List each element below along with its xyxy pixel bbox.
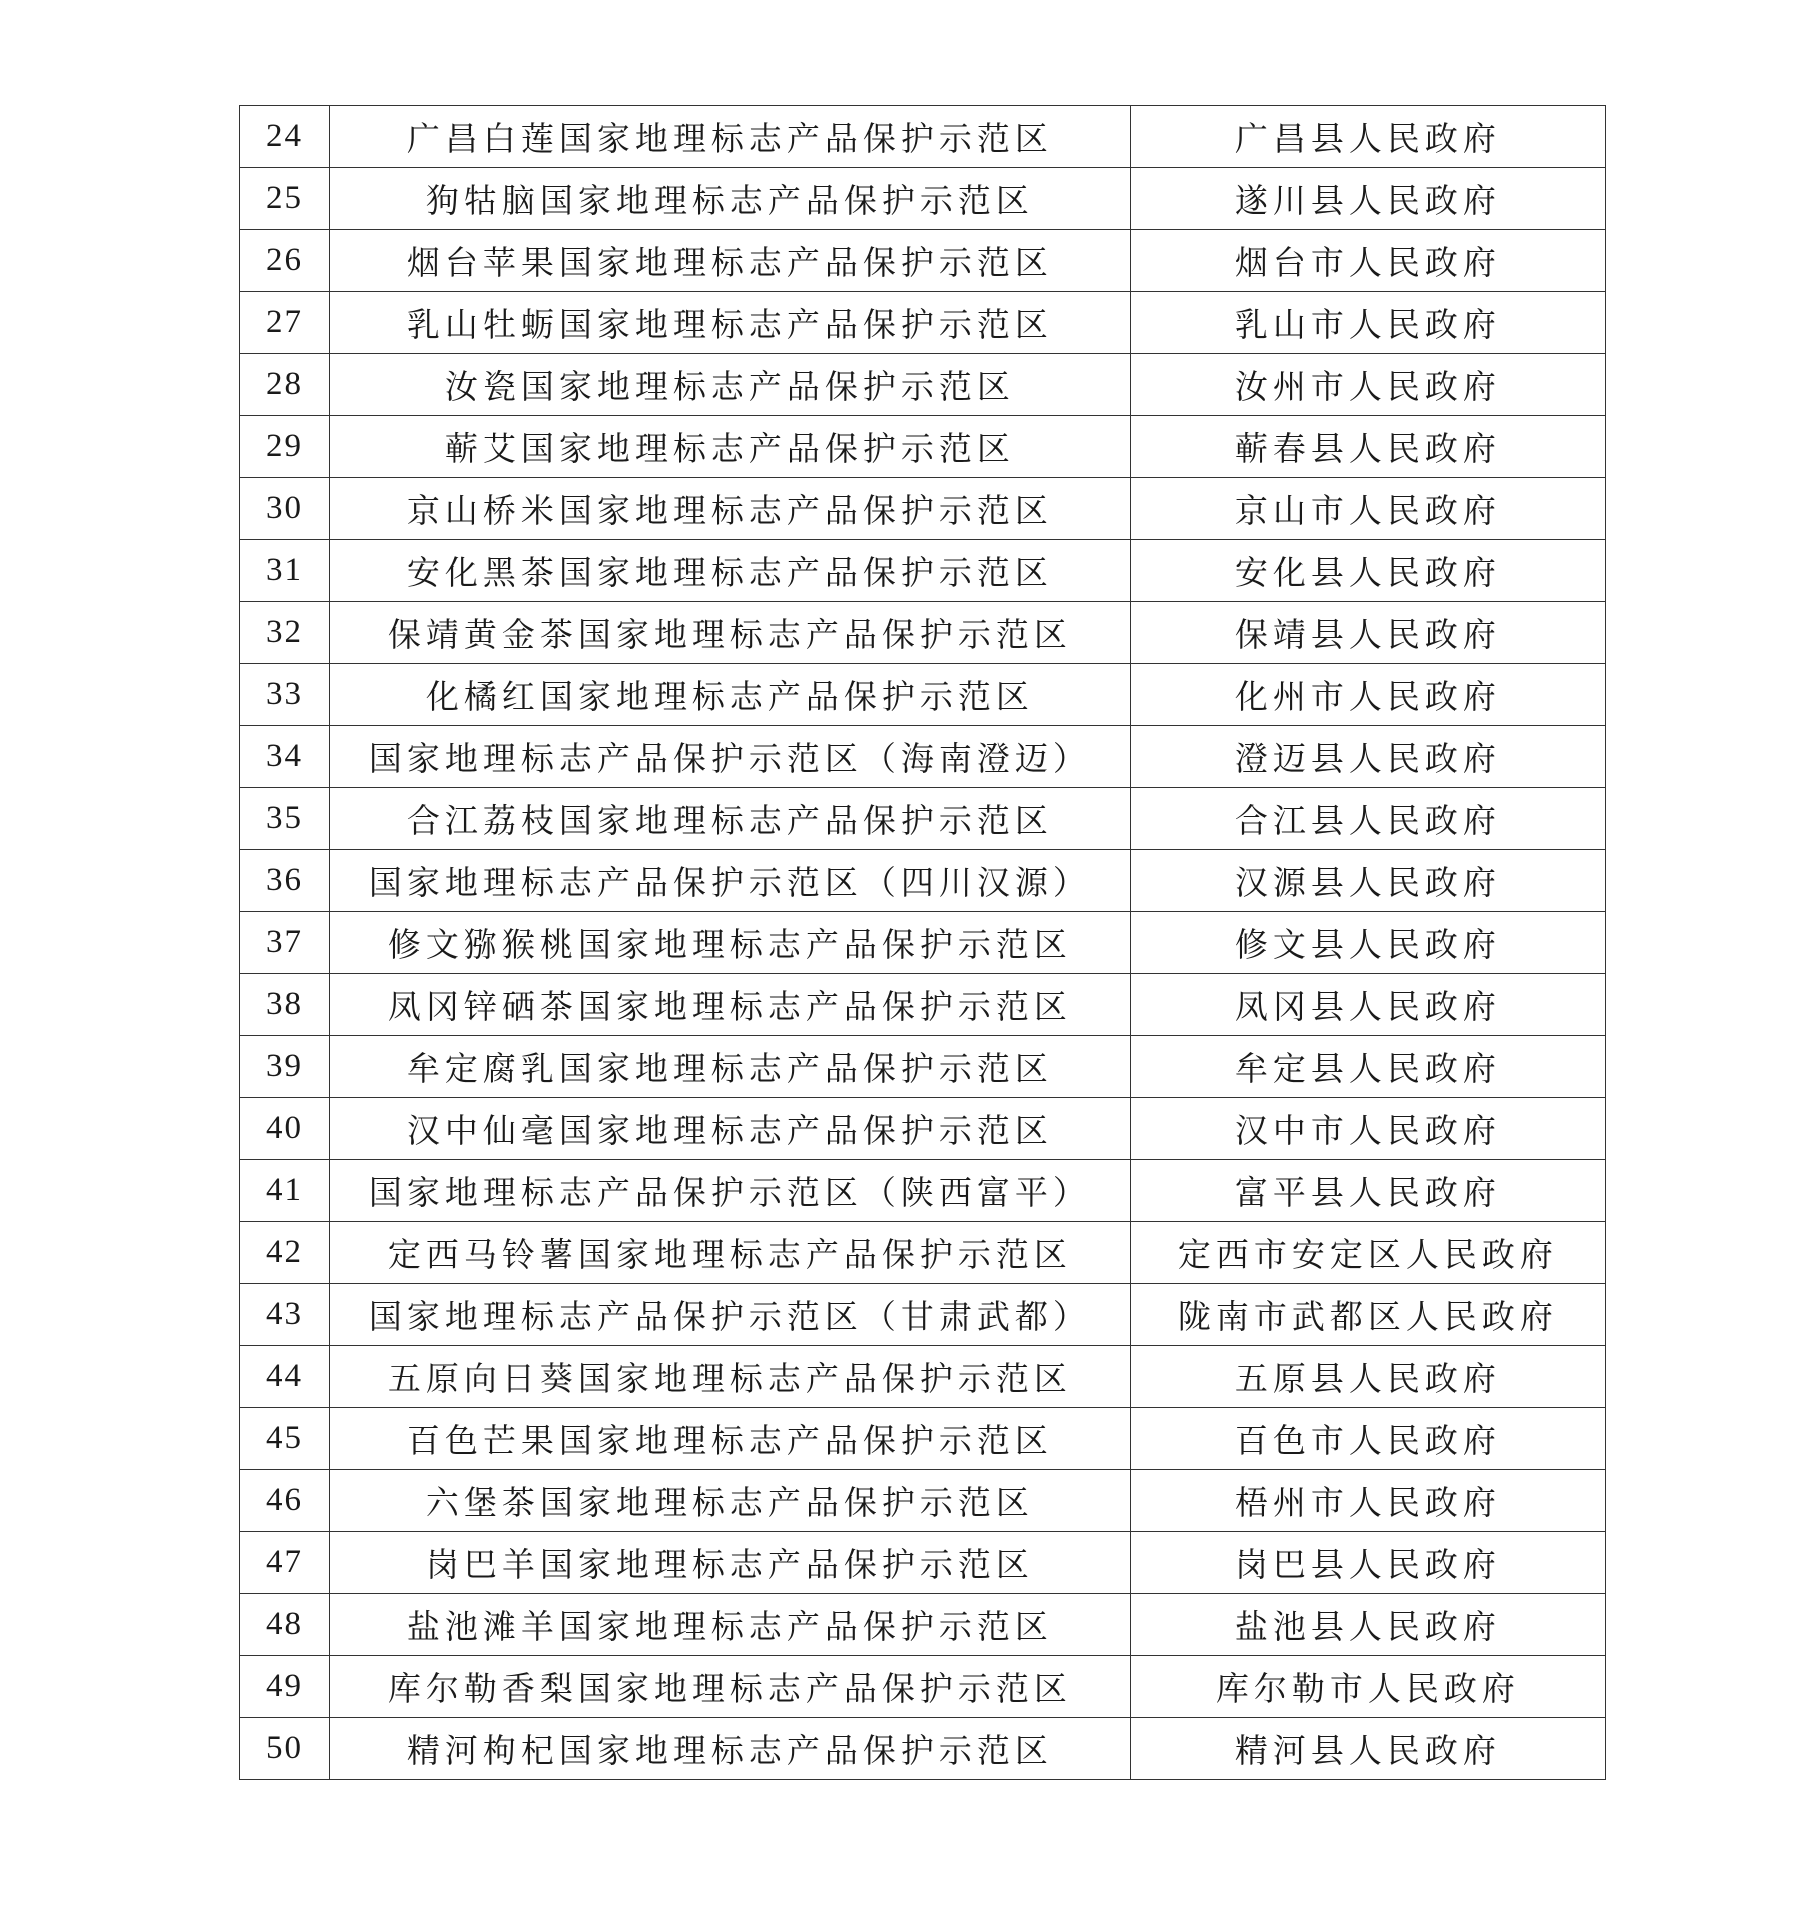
table-row: [240, 1594, 1606, 1656]
row-number-cell: 37: [240, 912, 330, 974]
government-cell: 定西市安定区人民政府: [1130, 1222, 1605, 1284]
government-cell: 汉源县人民政府: [1130, 850, 1605, 912]
row-number-cell: 50: [240, 1718, 330, 1780]
row-number-cell: 39: [240, 1036, 330, 1098]
zone-name-cell: 广昌白莲国家地理标志产品保护示范区: [330, 106, 1131, 168]
table-row: [240, 230, 1606, 292]
zone-name-cell: 定西马铃薯国家地理标志产品保护示范区: [330, 1222, 1131, 1284]
zone-name-cell: 修文猕猴桃国家地理标志产品保护示范区: [330, 912, 1131, 974]
government-cell: 汉中市人民政府: [1130, 1098, 1605, 1160]
row-number-cell: 28: [240, 354, 330, 416]
zone-name-cell: 精河枸杞国家地理标志产品保护示范区: [330, 1718, 1131, 1780]
table-row: [240, 1718, 1606, 1780]
row-number-cell: 40: [240, 1098, 330, 1160]
government-cell: 岗巴县人民政府: [1130, 1532, 1605, 1594]
zone-name-cell: 百色芒果国家地理标志产品保护示范区: [330, 1408, 1131, 1470]
table-row: [240, 1036, 1606, 1098]
zone-name-cell: 六堡茶国家地理标志产品保护示范区: [330, 1470, 1131, 1532]
row-number-cell: 25: [240, 168, 330, 230]
table-row: [240, 1098, 1606, 1160]
zone-name-cell: 牟定腐乳国家地理标志产品保护示范区: [330, 1036, 1131, 1098]
government-cell: 汝州市人民政府: [1130, 354, 1605, 416]
government-cell: 京山市人民政府: [1130, 478, 1605, 540]
table-row: [240, 416, 1606, 478]
row-number-cell: 45: [240, 1408, 330, 1470]
row-number-cell: 24: [240, 106, 330, 168]
row-number-cell: 44: [240, 1346, 330, 1408]
row-number-cell: 46: [240, 1470, 330, 1532]
government-cell: 盐池县人民政府: [1130, 1594, 1605, 1656]
row-number-cell: 34: [240, 726, 330, 788]
government-cell: 牟定县人民政府: [1130, 1036, 1605, 1098]
row-number-cell: 30: [240, 478, 330, 540]
zone-name-cell: 蕲艾国家地理标志产品保护示范区: [330, 416, 1131, 478]
zone-name-cell: 岗巴羊国家地理标志产品保护示范区: [330, 1532, 1131, 1594]
government-cell: 百色市人民政府: [1130, 1408, 1605, 1470]
government-cell: 保靖县人民政府: [1130, 602, 1605, 664]
government-cell: 陇南市武都区人民政府: [1130, 1284, 1605, 1346]
government-cell: 合江县人民政府: [1130, 788, 1605, 850]
table-row: [240, 168, 1606, 230]
table-row: [240, 1532, 1606, 1594]
table-row: [240, 664, 1606, 726]
row-number-cell: 41: [240, 1160, 330, 1222]
table-row: [240, 788, 1606, 850]
zone-name-cell: 乳山牡蛎国家地理标志产品保护示范区: [330, 292, 1131, 354]
table-row: [240, 1470, 1606, 1532]
zone-name-cell: 凤冈锌硒茶国家地理标志产品保护示范区: [330, 974, 1131, 1036]
row-number-cell: 29: [240, 416, 330, 478]
government-cell: 库尔勒市人民政府: [1130, 1656, 1605, 1718]
zone-name-cell: 京山桥米国家地理标志产品保护示范区: [330, 478, 1131, 540]
row-number-cell: 38: [240, 974, 330, 1036]
zone-name-cell: 国家地理标志产品保护示范区（海南澄迈）: [330, 726, 1131, 788]
zone-name-cell: 盐池滩羊国家地理标志产品保护示范区: [330, 1594, 1131, 1656]
zone-name-cell: 汝瓷国家地理标志产品保护示范区: [330, 354, 1131, 416]
zone-name-cell: 五原向日葵国家地理标志产品保护示范区: [330, 1346, 1131, 1408]
government-cell: 凤冈县人民政府: [1130, 974, 1605, 1036]
row-number-cell: 31: [240, 540, 330, 602]
table-row: [240, 602, 1606, 664]
government-cell: 梧州市人民政府: [1130, 1470, 1605, 1532]
row-number-cell: 36: [240, 850, 330, 912]
table-row: [240, 540, 1606, 602]
government-cell: 精河县人民政府: [1130, 1718, 1605, 1780]
table-row: [240, 1160, 1606, 1222]
government-cell: 广昌县人民政府: [1130, 106, 1605, 168]
government-cell: 乳山市人民政府: [1130, 292, 1605, 354]
government-cell: 遂川县人民政府: [1130, 168, 1605, 230]
table-row: [240, 912, 1606, 974]
zone-name-cell: 国家地理标志产品保护示范区（陕西富平）: [330, 1160, 1131, 1222]
table-row: [240, 292, 1606, 354]
table-row: [240, 354, 1606, 416]
row-number-cell: 42: [240, 1222, 330, 1284]
row-number-cell: 47: [240, 1532, 330, 1594]
table-row: [240, 726, 1606, 788]
zone-name-cell: 国家地理标志产品保护示范区（四川汉源）: [330, 850, 1131, 912]
table-row: [240, 478, 1606, 540]
government-cell: 烟台市人民政府: [1130, 230, 1605, 292]
table-body: [240, 106, 1606, 1780]
row-number-cell: 35: [240, 788, 330, 850]
row-number-cell: 43: [240, 1284, 330, 1346]
table-row: [240, 106, 1606, 168]
row-number-cell: 32: [240, 602, 330, 664]
table-row: [240, 1656, 1606, 1718]
government-cell: 五原县人民政府: [1130, 1346, 1605, 1408]
row-number-cell: 33: [240, 664, 330, 726]
table-row: [240, 1408, 1606, 1470]
row-number-cell: 27: [240, 292, 330, 354]
zone-name-cell: 汉中仙毫国家地理标志产品保护示范区: [330, 1098, 1131, 1160]
table-row: [240, 974, 1606, 1036]
government-cell: 蕲春县人民政府: [1130, 416, 1605, 478]
zone-name-cell: 狗牯脑国家地理标志产品保护示范区: [330, 168, 1131, 230]
row-number-cell: 26: [240, 230, 330, 292]
government-cell: 澄迈县人民政府: [1130, 726, 1605, 788]
zone-name-cell: 烟台苹果国家地理标志产品保护示范区: [330, 230, 1131, 292]
zone-name-cell: 安化黑茶国家地理标志产品保护示范区: [330, 540, 1131, 602]
zone-name-cell: 保靖黄金茶国家地理标志产品保护示范区: [330, 602, 1131, 664]
zone-name-cell: 国家地理标志产品保护示范区（甘肃武都）: [330, 1284, 1131, 1346]
row-number-cell: 48: [240, 1594, 330, 1656]
government-cell: 安化县人民政府: [1130, 540, 1605, 602]
table-row: [240, 1284, 1606, 1346]
government-cell: 修文县人民政府: [1130, 912, 1605, 974]
table-row: [240, 850, 1606, 912]
demonstration-zone-table: [239, 105, 1606, 1780]
row-number-cell: 49: [240, 1656, 330, 1718]
table-row: [240, 1222, 1606, 1284]
zone-name-cell: 合江荔枝国家地理标志产品保护示范区: [330, 788, 1131, 850]
government-cell: 富平县人民政府: [1130, 1160, 1605, 1222]
government-cell: 化州市人民政府: [1130, 664, 1605, 726]
zone-name-cell: 库尔勒香梨国家地理标志产品保护示范区: [330, 1656, 1131, 1718]
zone-name-cell: 化橘红国家地理标志产品保护示范区: [330, 664, 1131, 726]
table-row: [240, 1346, 1606, 1408]
